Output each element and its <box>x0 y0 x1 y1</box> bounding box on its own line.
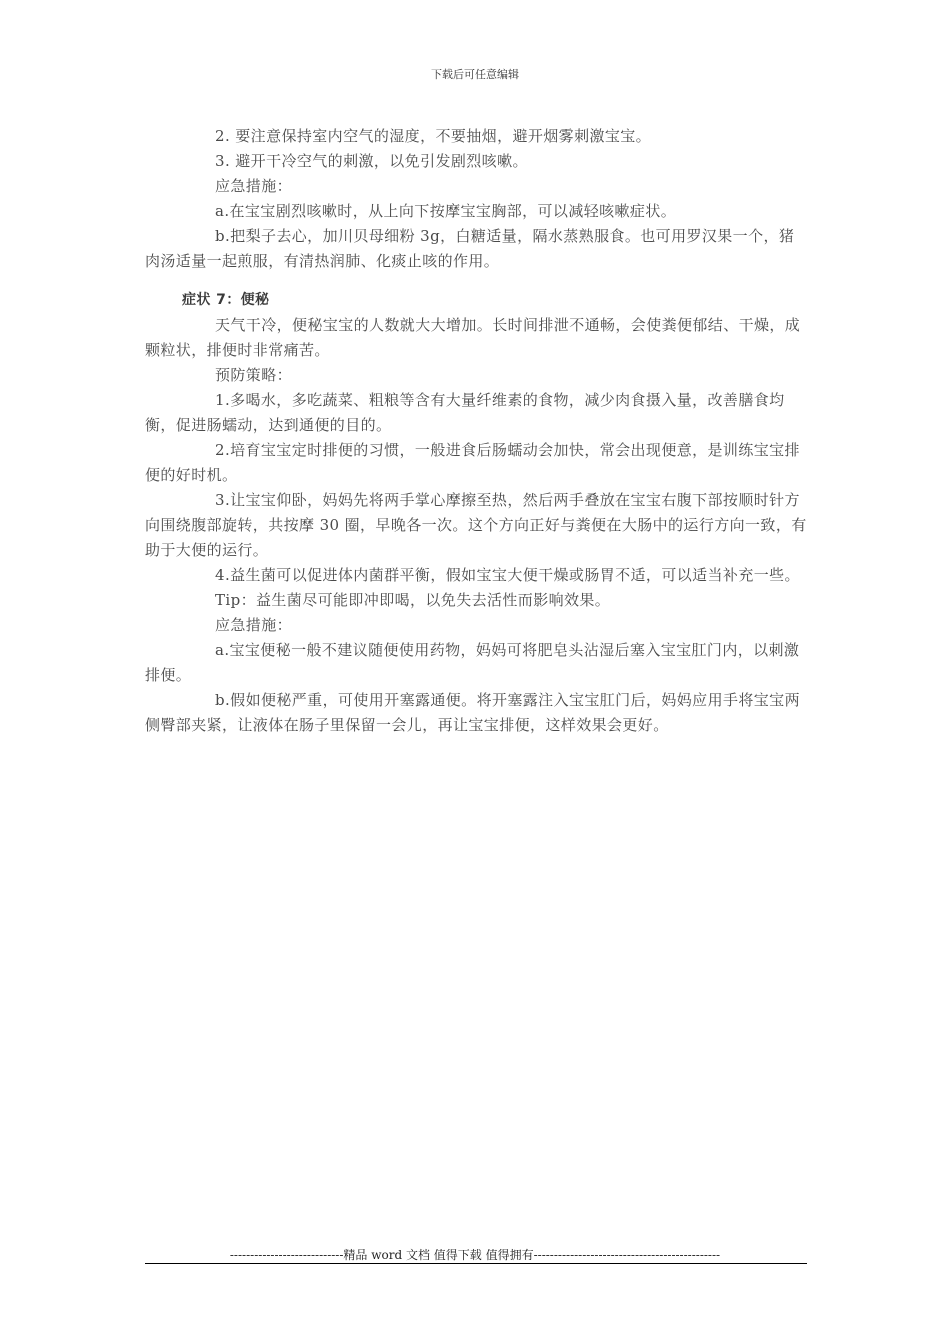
paragraph-glycerin-method: b.假如便秘严重，可使用开塞露通便。将开塞露注入宝宝肛门后，妈妈应用手将宝宝两侧臀部夹紧，让液体在肠子里保留一会儿，再让宝宝排便，这样效果会更好。 <box>145 691 800 734</box>
paragraph-probiotics: 4.益生菌可以促进体内菌群平衡，假如宝宝大便干燥或肠胃不适，可以适当补充一些。 <box>215 566 800 584</box>
paragraph-cold-air: 3. 避开干冷空气的刺激，以免引发剧烈咳嗽。 <box>215 152 528 170</box>
paragraph-regular-habit: 2.培育宝宝定时排便的习惯，一般进食后肠蠕动会加快，常会出现便意，是训练宝宝排便的好时机。 <box>145 441 800 484</box>
paragraph-chest-massage: a.在宝宝剧烈咳嗽时，从上向下按摩宝宝胸部，可以减轻咳嗽症状。 <box>215 202 677 220</box>
paragraph-prevention-label: 预防策略： <box>215 366 293 384</box>
paragraph-intro: 天气干冷，便秘宝宝的人数就大大增加。长时间排泄不通畅，会使粪便郁结、干燥，成颗粒状，排便时非常痛苦。 <box>145 316 801 359</box>
section-heading-constipation: 症状 7：便秘 <box>182 292 270 308</box>
paragraph-tip: Tip：益生菌尽可能即冲即喝，以免失去活性而影响效果。 <box>215 591 611 609</box>
section-gap <box>145 274 807 288</box>
paragraph-drink-water: 1.多喝水，多吃蔬菜、粗粮等含有大量纤维素的食物，减少肉食摄入量，改善膳食均衡，促进肠蠕动，达到通便的目的。 <box>145 391 785 434</box>
footer-divider <box>145 1263 807 1264</box>
page-header: 下载后可任意编辑 <box>431 68 519 81</box>
paragraph-abdominal-massage: 3.让宝宝仰卧，妈妈先将两手掌心摩擦至热，然后两手叠放在宝宝右腹下部按顺时针方向围绕腹部旋转，共按摩 30 圈，早晚各一次。这个方向正好与粪便在大肠中的运行方向一致，有助于大便的运行。 <box>145 491 807 559</box>
paragraph-pear-remedy: b.把梨子去心，加川贝母细粉 3g，白糖适量，隔水蒸熟服食。也可用罗汉果一个，猪肉汤适量一起煎服，有清热润肺、化痰止咳的作用。 <box>145 227 795 270</box>
document-body <box>145 124 807 738</box>
paragraph-soap-method: a.宝宝便秘一般不建议随便使用药物，妈妈可将肥皂头沾湿后塞入宝宝肛门内，以刺激排便。 <box>145 641 800 684</box>
paragraph-emergency-label-2: 应急措施： <box>215 616 293 634</box>
paragraph-humidity: 2. 要注意保持室内空气的湿度，不要抽烟，避开烟雾刺激宝宝。 <box>215 127 652 145</box>
page-footer: ----------------------------精品 word 文档 值得下载 值得拥有---------------------------------------------- <box>229 1248 721 1262</box>
paragraph-emergency-label: 应急措施： <box>215 177 293 195</box>
